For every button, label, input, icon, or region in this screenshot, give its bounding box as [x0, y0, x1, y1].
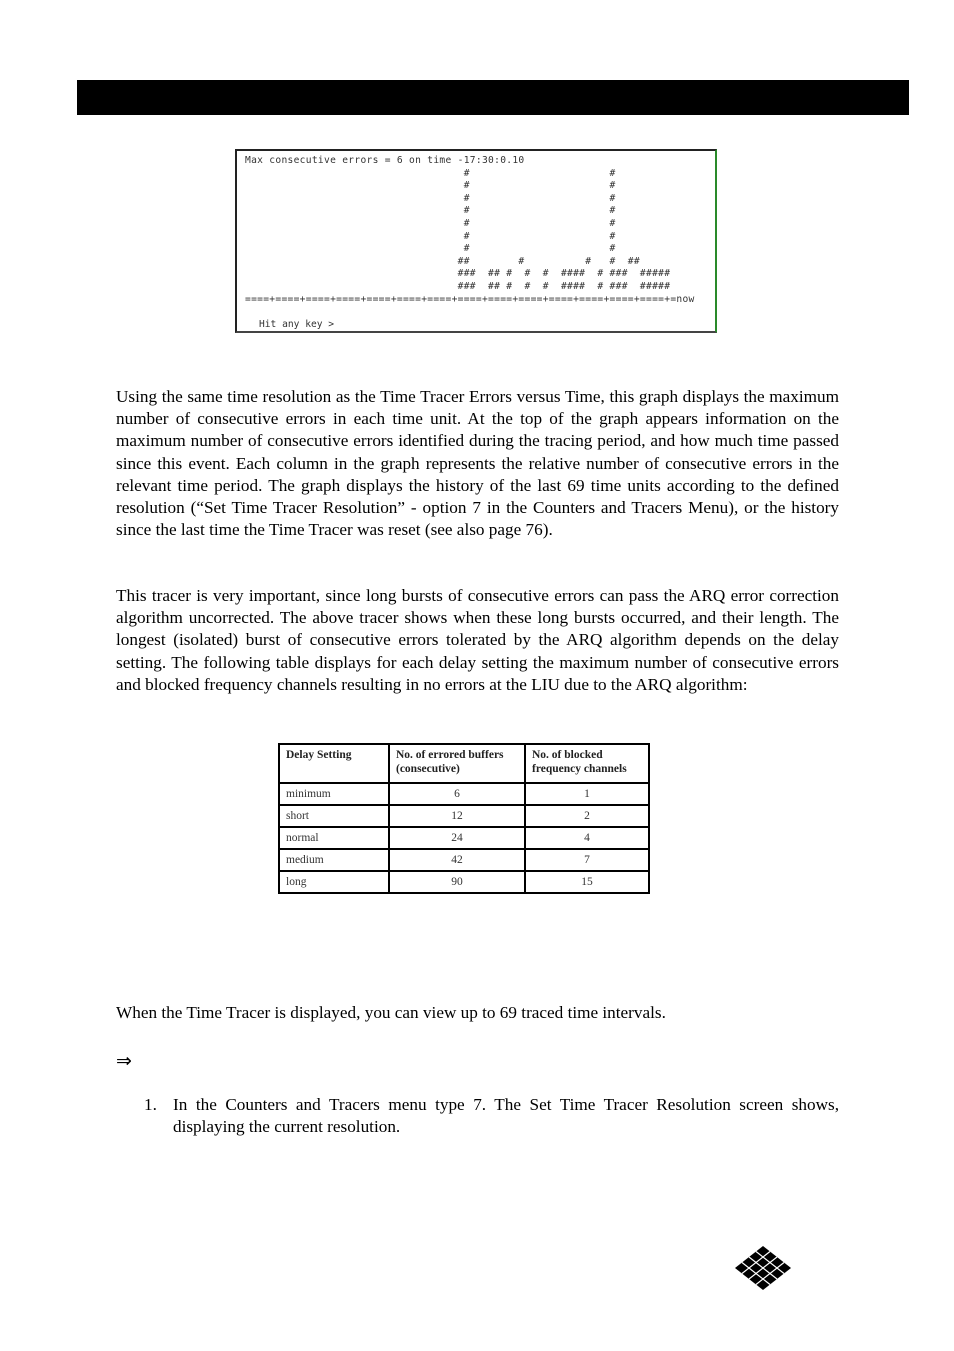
- table-cell: normal: [279, 827, 389, 849]
- table-header: No. of blocked frequency channels: [525, 744, 649, 783]
- paragraph-view-intervals: When the Time Tracer is displayed, you can view up to 69 traced time intervals.: [116, 1003, 666, 1022]
- table-cell: short: [279, 805, 389, 827]
- procedure-step: [144, 1094, 839, 1138]
- delay-table: [278, 743, 650, 894]
- paragraph-importance: This tracer is very important, since long bursts of consecutive errors can pass the ARQ error correction algorithm uncorrected. The above tracer shows when these long bursts occurred, and their length. The longest (isolated) burst of consecutive errors tolerated by the ARQ algorithm depends on the delay setting. The following table displays for each delay setting the maximum number of consecutive errors and blocked frequency channels resulting in no errors at the LIU due to the ARQ algorithm:: [116, 586, 839, 694]
- table-header: Delay Setting: [279, 744, 389, 783]
- table-cell: 15: [525, 871, 649, 893]
- table-row: [279, 805, 649, 827]
- step-text: In the Counters and Tracers menu type 7. The Set Time Tracer Resolution screen shows, displaying the current resolution.: [173, 1095, 839, 1137]
- table-cell: 7: [525, 849, 649, 871]
- procedure-arrow-icon: ⇒: [116, 1050, 132, 1072]
- diamond-logo-icon: [733, 1244, 793, 1292]
- terminal-prompt: Hit any key >: [259, 319, 335, 330]
- table-cell: 90: [389, 871, 525, 893]
- table-row: [279, 827, 649, 849]
- terminal-screenshot: [235, 149, 717, 333]
- table-cell: 6: [389, 783, 525, 805]
- table-cell: minimum: [279, 783, 389, 805]
- step-number: 1.: [144, 1095, 157, 1114]
- table-cell: 24: [389, 827, 525, 849]
- table-header: No. of errored buffers (consecutive): [389, 744, 525, 783]
- header-bar: [77, 80, 909, 115]
- table-cell: 2: [525, 805, 649, 827]
- table-row: [279, 871, 649, 893]
- table-cell: 42: [389, 849, 525, 871]
- table-row: [279, 849, 649, 871]
- table-cell: long: [279, 871, 389, 893]
- table-cell: 4: [525, 827, 649, 849]
- table-row: [279, 783, 649, 805]
- table-cell: 1: [525, 783, 649, 805]
- table-cell: medium: [279, 849, 389, 871]
- table-cell: 12: [389, 805, 525, 827]
- terminal-graph: Max consecutive errors = 6 on time -17:30:0.10 # # # # # # # # # # # # # # ## # # # ## ### ## # # # #### # ### ##### ### ## # # # #### # ### ##### ====+====+====+====+====+====+====+====+====+====+====+====+====+====+=now: [245, 155, 695, 305]
- paragraph-description: Using the same time resolution as the Time Tracer Errors versus Time, this graph displays the maximum number of consecutive errors in each time unit. At the top of the graph appears information on the maximum number of consecutive errors identified during the tracing period, and how much time passed since this event. Each column in the graph represents the relative number of consecutive errors in the relevant time period. The graph displays the history of the last 69 time units according to the defined resolution (“Set Time Tracer Resolution” - option 7 in the Counters and Tracers Menu), or the history since the last time the Time Tracer was reset (see also page 76).: [116, 387, 839, 540]
- table-header-row: [279, 744, 649, 783]
